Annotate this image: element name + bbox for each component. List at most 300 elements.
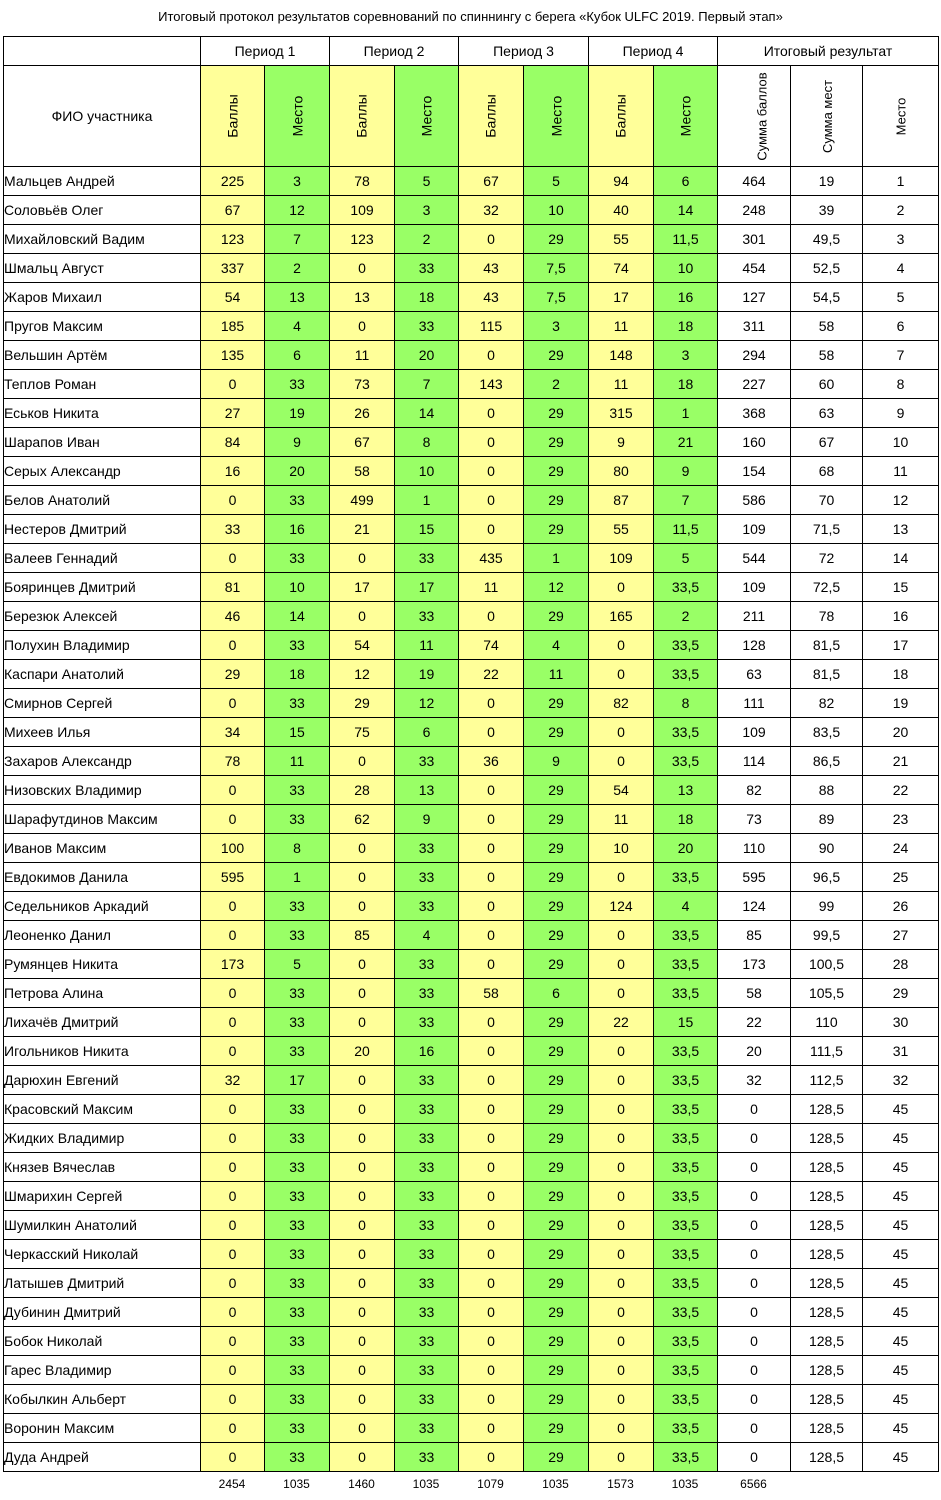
p4-points: 315 xyxy=(589,399,654,428)
p4-place: 33,5 xyxy=(654,1037,718,1066)
participant-name: Низовских Владимир xyxy=(4,776,201,805)
final-place: 45 xyxy=(863,1211,939,1240)
p4-points: 74 xyxy=(589,254,654,283)
participant-name: Смирнов Сергей xyxy=(4,689,201,718)
final-place: 8 xyxy=(863,370,939,399)
p1-place: 2 xyxy=(265,254,330,283)
total-p4-places: 1035 xyxy=(671,1477,699,1491)
p4-place: 33,5 xyxy=(654,1356,718,1385)
p2-points: 75 xyxy=(330,718,395,747)
table-row xyxy=(4,718,939,747)
p2-place: 7 xyxy=(395,370,459,399)
sum-points: 368 xyxy=(718,399,791,428)
sum-points: 0 xyxy=(718,1385,791,1414)
column-header-row xyxy=(4,66,939,167)
final-place: 14 xyxy=(863,544,939,573)
p2-place: 33 xyxy=(395,892,459,921)
p1-points: 0 xyxy=(201,1037,265,1066)
final-place: 7 xyxy=(863,341,939,370)
p2-points: 0 xyxy=(330,1414,395,1443)
p3-place: 29 xyxy=(524,805,589,834)
p3-points: 0 xyxy=(459,950,524,979)
sum-places: 82 xyxy=(791,689,863,718)
table-row xyxy=(4,631,939,660)
p3-points: 0 xyxy=(459,399,524,428)
table-row xyxy=(4,602,939,631)
p2-place: 33 xyxy=(395,1124,459,1153)
sum-places: 54,5 xyxy=(791,283,863,312)
final-place: 4 xyxy=(863,254,939,283)
p3-place: 12 xyxy=(524,573,589,602)
p3-points: 74 xyxy=(459,631,524,660)
p1-points: 0 xyxy=(201,921,265,950)
sum-places: 128,5 xyxy=(791,1414,863,1443)
final-place: 10 xyxy=(863,428,939,457)
final-place: 45 xyxy=(863,1095,939,1124)
p1-points: 0 xyxy=(201,1008,265,1037)
participant-name: Шарапов Иван xyxy=(4,428,201,457)
p1-points: 0 xyxy=(201,1211,265,1240)
p3-points: 43 xyxy=(459,283,524,312)
p3-points: 0 xyxy=(459,1443,524,1472)
final-place: 20 xyxy=(863,718,939,747)
p3-points: 0 xyxy=(459,1182,524,1211)
p2-place: 12 xyxy=(395,689,459,718)
table-row xyxy=(4,1153,939,1182)
final-place: 9 xyxy=(863,399,939,428)
p1-points: 0 xyxy=(201,805,265,834)
p1-points: 0 xyxy=(201,1443,265,1472)
participant-name: Дуда Андрей xyxy=(4,1443,201,1472)
p4-points: 54 xyxy=(589,776,654,805)
p1-place: 33 xyxy=(265,486,330,515)
p2-points: 0 xyxy=(330,1095,395,1124)
period-4-header: Период 4 xyxy=(589,37,718,66)
p2-points: 0 xyxy=(330,312,395,341)
sum-points: 154 xyxy=(718,457,791,486)
p2-place: 19 xyxy=(395,660,459,689)
p2-place: 33 xyxy=(395,1269,459,1298)
sum-places: 99 xyxy=(791,892,863,921)
p3-points: 435 xyxy=(459,544,524,573)
sum-points: 0 xyxy=(718,1182,791,1211)
p3-points: 0 xyxy=(459,1385,524,1414)
p4-place: 5 xyxy=(654,544,718,573)
p3-place: 29 xyxy=(524,225,589,254)
final-place: 17 xyxy=(863,631,939,660)
p2-points: 0 xyxy=(330,950,395,979)
p4-points: 87 xyxy=(589,486,654,515)
p3-place: 7,5 xyxy=(524,283,589,312)
table-row xyxy=(4,399,939,428)
final-result-header: Итоговый результат xyxy=(718,37,939,66)
sum-points: 248 xyxy=(718,196,791,225)
p3-points: 58 xyxy=(459,979,524,1008)
p4-points: 0 xyxy=(589,1298,654,1327)
table-row xyxy=(4,1066,939,1095)
p4-points: 11 xyxy=(589,805,654,834)
p1-points: 0 xyxy=(201,892,265,921)
p1-place: 16 xyxy=(265,515,330,544)
final-place: 45 xyxy=(863,1182,939,1211)
participant-name: Вельшин Артём xyxy=(4,341,201,370)
sum-places: 128,5 xyxy=(791,1153,863,1182)
p1-place: 33 xyxy=(265,1443,330,1472)
p4-place: 33,5 xyxy=(654,863,718,892)
p3-place: 29 xyxy=(524,1037,589,1066)
final-place: 25 xyxy=(863,863,939,892)
sum-points: 173 xyxy=(718,950,791,979)
p2-place: 33 xyxy=(395,1008,459,1037)
p1-points: 123 xyxy=(201,225,265,254)
p3-place: 2 xyxy=(524,370,589,399)
sum-places: 128,5 xyxy=(791,1443,863,1472)
sum-points: 20 xyxy=(718,1037,791,1066)
sum-points: 127 xyxy=(718,283,791,312)
table-row xyxy=(4,225,939,254)
p4-points: 9 xyxy=(589,428,654,457)
p1-place: 6 xyxy=(265,341,330,370)
p2-place: 33 xyxy=(395,1182,459,1211)
sum-points: 0 xyxy=(718,1414,791,1443)
p3-points: 0 xyxy=(459,486,524,515)
sum-places: 70 xyxy=(791,486,863,515)
sum-places: 19 xyxy=(791,167,863,196)
sum-places: 78 xyxy=(791,602,863,631)
p2-place: 1 xyxy=(395,486,459,515)
participant-name: Дубинин Дмитрий xyxy=(4,1298,201,1327)
p4-place: 8 xyxy=(654,689,718,718)
p2-points: 0 xyxy=(330,1182,395,1211)
sum-places: 128,5 xyxy=(791,1240,863,1269)
table-row xyxy=(4,747,939,776)
p1-points: 185 xyxy=(201,312,265,341)
p1-place: 17 xyxy=(265,1066,330,1095)
table-row xyxy=(4,486,939,515)
p2-place: 33 xyxy=(395,1414,459,1443)
p2-points: 0 xyxy=(330,1124,395,1153)
table-row xyxy=(4,805,939,834)
participant-name: Белов Анатолий xyxy=(4,486,201,515)
p3-points: 0 xyxy=(459,776,524,805)
final-place-header: Место xyxy=(893,97,909,136)
sum-points: 0 xyxy=(718,1211,791,1240)
participant-name: Бобок Николай xyxy=(4,1327,201,1356)
table-row xyxy=(4,776,939,805)
participant-name: Серых Александр xyxy=(4,457,201,486)
p3-place: 29 xyxy=(524,689,589,718)
p2-place: 33 xyxy=(395,1327,459,1356)
p4-place: 33,5 xyxy=(654,1182,718,1211)
p1-points: 0 xyxy=(201,1385,265,1414)
p4-place: 33,5 xyxy=(654,1095,718,1124)
p3-place: 29 xyxy=(524,1327,589,1356)
p4-points: 0 xyxy=(589,1037,654,1066)
table-row xyxy=(4,254,939,283)
p1-points: 16 xyxy=(201,457,265,486)
p2-place: 33 xyxy=(395,1240,459,1269)
p3-place: 29 xyxy=(524,1066,589,1095)
p3-place: 1 xyxy=(524,544,589,573)
p1-place: 20 xyxy=(265,457,330,486)
sum-places: 100,5 xyxy=(791,950,863,979)
p1-points: 0 xyxy=(201,1414,265,1443)
p1-place: 18 xyxy=(265,660,330,689)
p4-place: 18 xyxy=(654,805,718,834)
p2-place: 8 xyxy=(395,428,459,457)
table-row xyxy=(4,573,939,602)
table-row xyxy=(4,544,939,573)
p3-points: 0 xyxy=(459,1095,524,1124)
p1-points: 135 xyxy=(201,341,265,370)
p2-points: 17 xyxy=(330,573,395,602)
sum-points: 109 xyxy=(718,573,791,602)
p2-points: 78 xyxy=(330,167,395,196)
sum-places: 128,5 xyxy=(791,1211,863,1240)
p4-place: 33,5 xyxy=(654,747,718,776)
p4-points: 0 xyxy=(589,1443,654,1472)
place-column-header: Место xyxy=(677,95,694,137)
final-place: 31 xyxy=(863,1037,939,1066)
sum-places: 111,5 xyxy=(791,1037,863,1066)
sum-points: 311 xyxy=(718,312,791,341)
p3-place: 29 xyxy=(524,1211,589,1240)
sum-places: 58 xyxy=(791,312,863,341)
sum-points: 294 xyxy=(718,341,791,370)
p2-place: 11 xyxy=(395,631,459,660)
p2-points: 499 xyxy=(330,486,395,515)
p4-points: 10 xyxy=(589,834,654,863)
participant-name: Черкасский Николай xyxy=(4,1240,201,1269)
sum-places: 128,5 xyxy=(791,1356,863,1385)
p1-points: 173 xyxy=(201,950,265,979)
sum-places: 110 xyxy=(791,1008,863,1037)
final-place: 45 xyxy=(863,1327,939,1356)
p4-points: 0 xyxy=(589,1066,654,1095)
sum-points: 58 xyxy=(718,979,791,1008)
p3-place: 29 xyxy=(524,921,589,950)
table-row xyxy=(4,457,939,486)
p3-place: 29 xyxy=(524,1385,589,1414)
p1-place: 1 xyxy=(265,863,330,892)
p4-points: 55 xyxy=(589,515,654,544)
sum-points: 110 xyxy=(718,834,791,863)
p3-place: 29 xyxy=(524,834,589,863)
p2-points: 0 xyxy=(330,1327,395,1356)
p2-points: 67 xyxy=(330,428,395,457)
table-row xyxy=(4,1037,939,1066)
p2-points: 0 xyxy=(330,1211,395,1240)
p2-place: 14 xyxy=(395,399,459,428)
final-place: 28 xyxy=(863,950,939,979)
p1-place: 12 xyxy=(265,196,330,225)
participant-name: Теплов Роман xyxy=(4,370,201,399)
p4-points: 0 xyxy=(589,1356,654,1385)
p1-points: 0 xyxy=(201,1269,265,1298)
p3-points: 0 xyxy=(459,515,524,544)
sum-places: 128,5 xyxy=(791,1385,863,1414)
table-row xyxy=(4,660,939,689)
p3-place: 29 xyxy=(524,892,589,921)
p4-points: 0 xyxy=(589,950,654,979)
p2-place: 2 xyxy=(395,225,459,254)
p3-points: 0 xyxy=(459,1240,524,1269)
p1-place: 9 xyxy=(265,428,330,457)
participant-name: Жаров Михаил xyxy=(4,283,201,312)
p1-points: 0 xyxy=(201,631,265,660)
sum-places: 39 xyxy=(791,196,863,225)
p4-points: 148 xyxy=(589,341,654,370)
p4-place: 11,5 xyxy=(654,225,718,254)
sum-points: 124 xyxy=(718,892,791,921)
p3-points: 0 xyxy=(459,1327,524,1356)
p3-points: 67 xyxy=(459,167,524,196)
p2-points: 0 xyxy=(330,834,395,863)
p2-place: 20 xyxy=(395,341,459,370)
p4-place: 33,5 xyxy=(654,631,718,660)
p3-place: 29 xyxy=(524,1298,589,1327)
p4-points: 124 xyxy=(589,892,654,921)
p4-place: 18 xyxy=(654,370,718,399)
p3-points: 43 xyxy=(459,254,524,283)
p4-points: 17 xyxy=(589,283,654,312)
p4-points: 165 xyxy=(589,602,654,631)
p3-place: 29 xyxy=(524,399,589,428)
p3-points: 0 xyxy=(459,1298,524,1327)
p1-place: 3 xyxy=(265,167,330,196)
p2-place: 33 xyxy=(395,1066,459,1095)
final-place: 19 xyxy=(863,689,939,718)
sum-places: 128,5 xyxy=(791,1327,863,1356)
sum-places: 128,5 xyxy=(791,1298,863,1327)
participant-name: Соловьёв Олег xyxy=(4,196,201,225)
p1-place: 8 xyxy=(265,834,330,863)
p1-place: 33 xyxy=(265,1298,330,1327)
table-row xyxy=(4,1124,939,1153)
p2-place: 33 xyxy=(395,1356,459,1385)
final-place: 45 xyxy=(863,1443,939,1472)
p4-place: 33,5 xyxy=(654,1298,718,1327)
p4-points: 0 xyxy=(589,1327,654,1356)
p2-place: 33 xyxy=(395,747,459,776)
participant-name: Князев Вячеслав xyxy=(4,1153,201,1182)
p4-place: 6 xyxy=(654,167,718,196)
sum-points: 0 xyxy=(718,1124,791,1153)
p3-place: 29 xyxy=(524,1356,589,1385)
p1-place: 5 xyxy=(265,950,330,979)
final-place: 45 xyxy=(863,1153,939,1182)
p1-points: 0 xyxy=(201,1124,265,1153)
p1-points: 34 xyxy=(201,718,265,747)
p1-place: 33 xyxy=(265,1182,330,1211)
p3-place: 29 xyxy=(524,428,589,457)
sum-places: 99,5 xyxy=(791,921,863,950)
total-p1-points: 2454 xyxy=(218,1477,246,1491)
p1-points: 0 xyxy=(201,1327,265,1356)
p4-points: 0 xyxy=(589,1414,654,1443)
sum-places: 63 xyxy=(791,399,863,428)
sum-places: 71,5 xyxy=(791,515,863,544)
final-place: 27 xyxy=(863,921,939,950)
p2-points: 0 xyxy=(330,544,395,573)
p4-points: 0 xyxy=(589,660,654,689)
table-row xyxy=(4,950,939,979)
sum-points: 0 xyxy=(718,1153,791,1182)
results-body xyxy=(4,167,939,1472)
p1-place: 33 xyxy=(265,1240,330,1269)
sum-points: 0 xyxy=(718,1240,791,1269)
sum-points: 160 xyxy=(718,428,791,457)
table-row xyxy=(4,921,939,950)
sum-points: 454 xyxy=(718,254,791,283)
p2-place: 33 xyxy=(395,1443,459,1472)
p2-points: 26 xyxy=(330,399,395,428)
p3-place: 29 xyxy=(524,1269,589,1298)
sum-places: 52,5 xyxy=(791,254,863,283)
sum-points: 211 xyxy=(718,602,791,631)
p3-place: 11 xyxy=(524,660,589,689)
participant-name: Захаров Александр xyxy=(4,747,201,776)
sum-places: 105,5 xyxy=(791,979,863,1008)
p4-place: 33,5 xyxy=(654,1414,718,1443)
p2-points: 20 xyxy=(330,1037,395,1066)
p3-points: 0 xyxy=(459,457,524,486)
sum-places: 128,5 xyxy=(791,1269,863,1298)
p2-place: 33 xyxy=(395,602,459,631)
sum-places: 96,5 xyxy=(791,863,863,892)
place-column-header: Место xyxy=(548,95,564,137)
sum-points: 109 xyxy=(718,515,791,544)
sum-places: 60 xyxy=(791,370,863,399)
p1-place: 33 xyxy=(265,1269,330,1298)
p1-place: 33 xyxy=(265,1414,330,1443)
table-row xyxy=(4,689,939,718)
p1-place: 33 xyxy=(265,1211,330,1240)
p3-points: 0 xyxy=(459,834,524,863)
period-1-header: Период 1 xyxy=(201,37,330,66)
p2-place: 33 xyxy=(395,1153,459,1182)
p4-place: 7 xyxy=(654,486,718,515)
p1-place: 33 xyxy=(265,544,330,573)
p4-points: 0 xyxy=(589,1240,654,1269)
p4-place: 4 xyxy=(654,892,718,921)
total-p1-places: 1035 xyxy=(283,1477,310,1491)
sum-places: 72,5 xyxy=(791,573,863,602)
p2-place: 33 xyxy=(395,1385,459,1414)
p3-place: 3 xyxy=(524,312,589,341)
p4-place: 33,5 xyxy=(654,1124,718,1153)
p3-place: 29 xyxy=(524,341,589,370)
participant-name: Михайловский Вадим xyxy=(4,225,201,254)
participant-name: Румянцев Никита xyxy=(4,950,201,979)
sum-places: 90 xyxy=(791,834,863,863)
p3-points: 0 xyxy=(459,1037,524,1066)
sum-places: 58 xyxy=(791,341,863,370)
p2-place: 18 xyxy=(395,283,459,312)
p1-place: 15 xyxy=(265,718,330,747)
p3-place: 29 xyxy=(524,776,589,805)
participant-name: Петрова Алина xyxy=(4,979,201,1008)
p4-place: 11,5 xyxy=(654,515,718,544)
p4-points: 82 xyxy=(589,689,654,718)
table-row xyxy=(4,1240,939,1269)
p1-points: 46 xyxy=(201,602,265,631)
p1-place: 33 xyxy=(265,1124,330,1153)
final-place: 1 xyxy=(863,167,939,196)
p3-points: 22 xyxy=(459,660,524,689)
p1-points: 78 xyxy=(201,747,265,776)
p4-points: 11 xyxy=(589,312,654,341)
